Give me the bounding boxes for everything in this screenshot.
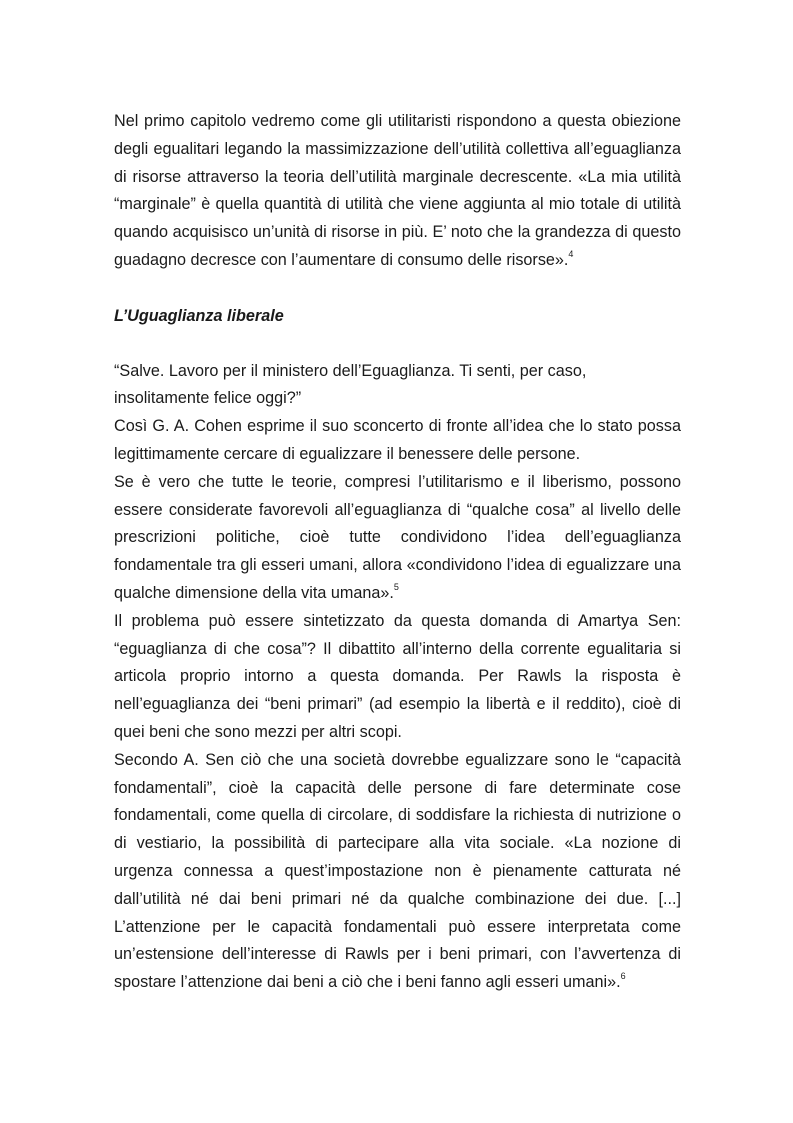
section-heading: L’Uguaglianza liberale: [114, 306, 284, 325]
paragraph-capabilities: [114, 747, 681, 997]
document-page: [114, 108, 681, 997]
paragraph-text: Il problema può essere sintetizzato da questa domanda di Amartya Sen: “eguaglianza di che cosa”? Il dibattito all’interno della corrente egualitaria si articola proprio intorno a questa domanda. Per Rawls la risposta è nell’eguaglianza dei “beni primari” (ad esempio la libertà e il reddito), cioè di quei beni che sono mezzi per altri scopi.: [114, 611, 681, 741]
footnote-marker[interactable]: 5: [393, 581, 399, 592]
paragraph-sen-question: [114, 608, 681, 747]
paragraph-text: Secondo A. Sen ciò che una società dovrebbe egualizzare sono le “capacità fondamentali”, cioè la capacità delle persone di fare determinate cose fondamentali, come quella di circolare, di soddisfare la richiesta di nutrizione o di vestiario, la possibilità di partecipare alla vita sociale. «La nozione di urgenza connessa a quest’impostazione non è pienamente catturata né dall’utilità né dai beni primari né da qualche combinazione dei due. [...] L’attenzione per le capacità fondamentali può essere interpretata come un’estensione dell’interesse di Rawls per i beni primari, con l’avvertenza di spostare l’attenzione dai beni a ciò che i beni fanno agli esseri umani».: [114, 750, 681, 992]
paragraph-cohen: [114, 413, 681, 469]
paragraph-text: Così G. A. Cohen esprime il suo sconcerto di fronte all’idea che lo stato possa legittimamente cercare di egualizzare il benessere delle persone.: [114, 417, 681, 463]
intro-paragraph-text: Nel primo capitolo vedremo come gli utilitaristi rispondono a questa obiezione degli egualitari legando la massimizzazione dell’utilità collettiva all’eguaglianza di risorse attraverso la teoria dell’utilità marginale decrescente. «La mia utilità “marginale” è quella quantità di utilità che viene aggiunta al mio totale di utilità quando acquisisco un’unità di risorse in più. E’ noto che la grandezza di questo guadagno decresce con l’aumentare di consumo delle risorse».: [114, 112, 681, 269]
paragraph-quote: [114, 358, 681, 414]
paragraph-text: “Salve. Lavoro per il ministero dell’Eguaglianza. Ti senti, per caso, insolitamente felice oggi?”: [114, 361, 587, 408]
paragraph-egalitarian-theories: [114, 469, 681, 608]
footnote-marker[interactable]: 4: [568, 248, 574, 259]
paragraph-text: Se è vero che tutte le teorie, compresi l’utilitarismo e il liberismo, possono essere considerate favorevoli all’eguaglianza di “qualche cosa” al livello delle prescrizioni politiche, cioè tutte condividono l’idea dell’eguaglianza fondamentale tra gli esseri umani, allora «condividono l’idea di egualizzare una qualche dimensione della vita umana».: [114, 472, 681, 602]
footnote-marker[interactable]: 6: [620, 970, 626, 981]
intro-paragraph: [114, 108, 681, 275]
